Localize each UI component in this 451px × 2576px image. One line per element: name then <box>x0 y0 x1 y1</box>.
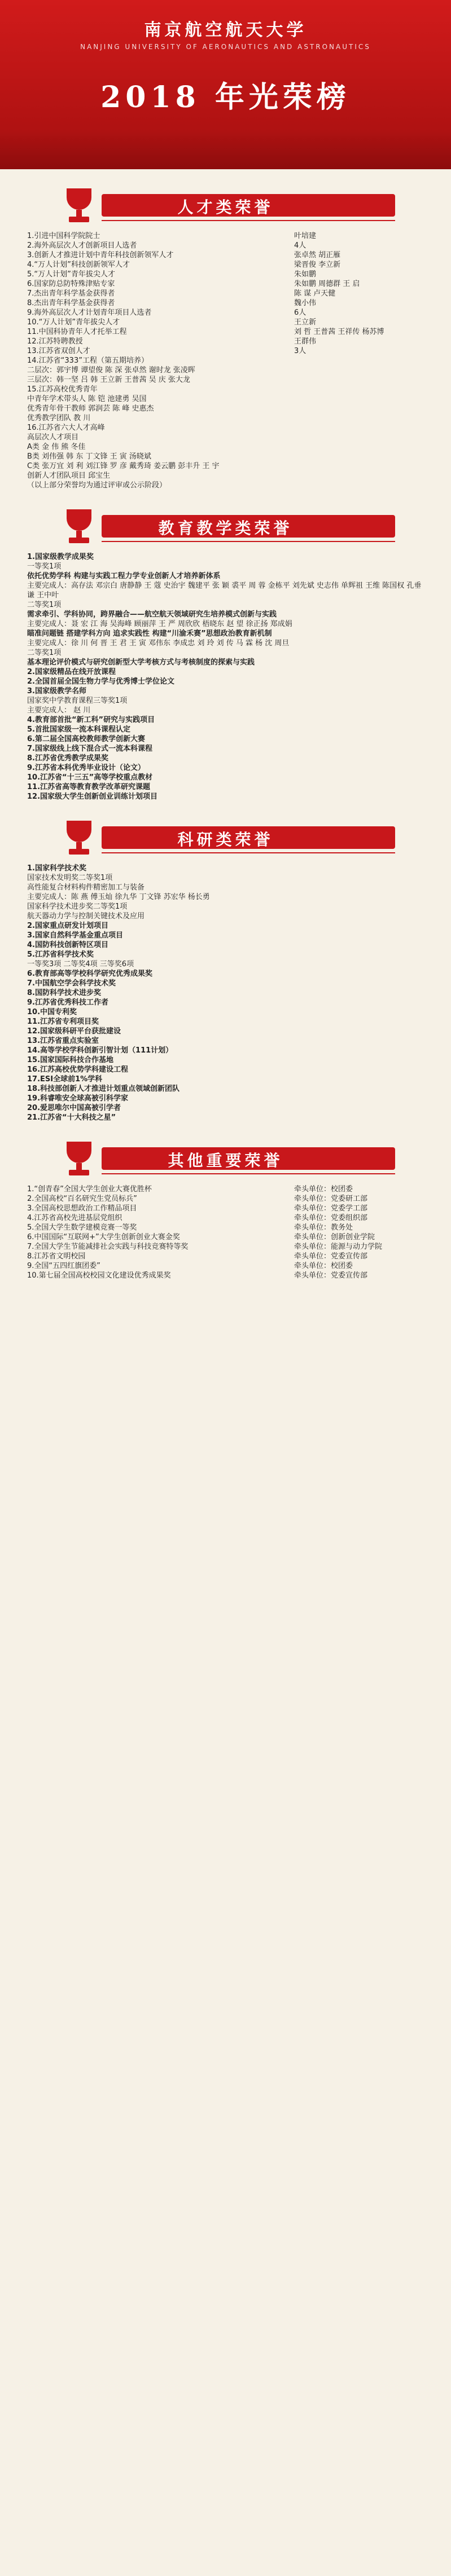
honor-recipient <box>294 452 424 461</box>
honor-line: 7.中国航空学会科学技术奖 <box>27 979 116 988</box>
honor-line: 一等奖1项 <box>27 562 62 571</box>
honor-recipient <box>294 413 424 423</box>
header-banner <box>0 0 451 169</box>
section-header-teaching <box>34 507 418 544</box>
honor-row <box>27 452 424 461</box>
honor-row <box>27 231 424 241</box>
honor-line: 10.江苏省“十三五”高等学校重点教材 <box>27 773 153 782</box>
honor-title: 5.“万人计划”青年拔尖人才 <box>27 270 115 279</box>
section-header-research <box>34 818 418 856</box>
honor-line: 11.江苏省专利项目奖 <box>27 1018 99 1026</box>
honor-line: 7.国家级线上线下混合式一流本科课程 <box>27 745 152 753</box>
honor-row <box>27 260 424 270</box>
honor-row <box>27 1223 424 1232</box>
honor-line: 国家奖中学教育课程三等奖1项 <box>27 697 128 705</box>
honor-recipient <box>294 481 424 490</box>
honor-recipient <box>294 375 424 385</box>
section-title: 其他重要荣誉 <box>168 1151 283 1170</box>
honor-title: 创新人才团队项目 邱宝生 <box>27 472 111 480</box>
honor-line: 1.国家科学技术奖 <box>27 864 86 873</box>
honor-line: 21.江苏省“十大科技之星” <box>27 1113 116 1122</box>
honor-line: 11.江苏省高等教育教学改革研究课题 <box>27 783 151 791</box>
honor-title: 9.全国“五四红旗团委” <box>27 1262 100 1270</box>
honor-line: 12.国家级科研平台获批建设 <box>27 1027 121 1036</box>
honor-row <box>27 1271 424 1280</box>
honor-recipient: 牵头单位：党委研工部 <box>294 1195 368 1203</box>
honor-title: 3.全国高校思想政治工作精品项目 <box>27 1204 137 1213</box>
honor-row <box>27 289 424 298</box>
honor-line: 10.中国专利奖 <box>27 1008 77 1016</box>
honor-row <box>27 241 424 250</box>
honor-line: 19.科睿唯安全球高被引科学家 <box>27 1094 129 1103</box>
honor-recipient: 刘 哲 王普茜 王祥传 杨苏博 <box>294 328 384 336</box>
honor-title: 8.杰出青年科学基金获得者 <box>27 299 115 307</box>
honor-title: 中青年学术带头人 陈 铠 池建勇 吴国 <box>27 395 147 403</box>
honor-recipient: 牵头单位：党委宣传部 <box>294 1271 368 1280</box>
honor-title: 12.江苏特聘教授 <box>27 337 83 346</box>
honor-recipient: 牵头单位：党委学工部 <box>294 1204 368 1213</box>
honor-line: 高性能复合材料构件精密加工与装备 <box>27 883 145 892</box>
honor-line: 瞄准问题链 搭建学科方向 追求实践性 构建“川渝禾赛”思想政治教育新机制 <box>27 629 272 638</box>
school-name: 南京航空航天大学 <box>144 20 307 40</box>
honor-row <box>27 327 424 337</box>
honor-title: 6.国家防总防特殊津贴专家 <box>27 280 115 288</box>
honor-recipient: 6人 <box>294 309 306 317</box>
honor-line: 4.教育部首批“新工科”研究与实践项目 <box>27 716 155 724</box>
honor-row <box>27 346 424 356</box>
research-list <box>0 864 451 1122</box>
section-title: 人才类荣誉 <box>177 198 274 217</box>
honor-line: 主要完成人：高存法 邓宗白 唐静静 王 蔻 史治宇 魏建平 张 颖 裘平 周 蓉 金栋平 刘先斌 史志伟 单辉祖 王维 陈国权 孔垂谦 王中叶 <box>27 582 422 600</box>
honor-title: 11.中国科协青年人才托举工程 <box>27 328 127 336</box>
honor-title: 3.创新人才推进计划中青年科技创新领军人才 <box>27 251 174 259</box>
honor-line: 3.国家自然科学基金重点项目 <box>27 931 123 940</box>
honor-line: 20.爱思唯尔中国高被引学者 <box>27 1104 121 1112</box>
honor-title: 高层次人才项目 <box>27 433 79 442</box>
honor-recipient: 张卓然 胡正雁 <box>294 251 341 259</box>
honor-title: 5.全国大学生数学建模竞赛一等奖 <box>27 1223 137 1232</box>
honor-title: 1.“创青春”全国大学生创业大赛优胜杯 <box>27 1185 152 1194</box>
honor-row <box>27 298 424 308</box>
honor-row <box>27 366 424 375</box>
honor-recipient: 牵头单位：党委宣传部 <box>294 1252 368 1261</box>
honor-line: 依托优势学科 构建与实践工程力学专业创新人才培养新体系 <box>27 572 221 580</box>
honor-row <box>27 318 424 327</box>
teaching-list <box>0 552 451 802</box>
honor-title: 10.第七届全国高校校园文化建设优秀成果奖 <box>27 1271 171 1280</box>
honor-row <box>27 1252 424 1261</box>
honor-row <box>27 423 424 433</box>
honor-line: 航天器动力学与控制关键技术及应用 <box>27 912 145 921</box>
honor-line: 主要完成人：聂 宏 江 海 吴海峰 顾丽萍 王 严 周欣欣 梧晓东 赵 望 徐正扬 郑成娟 <box>27 620 292 628</box>
honor-line: 3.国家级教学名师 <box>27 687 86 695</box>
honor-line: 14.高等学校学科创新引智计划（111计划） <box>27 1046 173 1055</box>
honor-title: 1.引进中国科学院院士 <box>27 232 100 240</box>
honor-recipient: 朱如鹏 <box>294 270 317 279</box>
honor-row <box>27 270 424 279</box>
honor-line: 二等奖1项 <box>27 649 62 657</box>
honor-recipient <box>294 442 424 452</box>
honor-row <box>27 1213 424 1223</box>
honor-line: 13.江苏省重点实验室 <box>27 1037 99 1045</box>
honor-row <box>27 279 424 289</box>
honor-recipient: 牵头单位：校团委 <box>294 1185 353 1194</box>
honor-title: 7.全国大学生节能减排社会实践与科技竞赛特等奖 <box>27 1243 189 1251</box>
honor-title: C类 张万宜 刘 利 刘江锋 罗 彦 戴秀琦 姜云鹏 彭丰升 王 宇 <box>27 462 220 470</box>
honor-recipient <box>294 366 424 375</box>
section-title: 科研类荣誉 <box>177 830 274 849</box>
honor-recipient: 叶培建 <box>294 232 317 240</box>
honor-row <box>27 385 424 394</box>
honor-row <box>27 1261 424 1271</box>
honor-recipient <box>294 433 424 442</box>
honor-recipient <box>294 356 424 366</box>
honor-title: 三层次：韩一坚 吕 韩 王立新 王普茜 吴 庆 张大龙 <box>27 376 190 384</box>
honor-line: 国家技术发明奖二等奖1项 <box>27 874 113 882</box>
school-name-en: NANJING UNIVERSITY OF AERONAUTICS AND ASTRONAUTICS <box>80 43 371 51</box>
honor-row <box>27 1184 424 1194</box>
honor-recipient: 陈 谋 卢天健 <box>294 289 336 298</box>
honor-line: 6.教育部高等学校科学研究优秀成果奖 <box>27 970 152 978</box>
honor-title: 16.江苏省六大人才高峰 <box>27 424 105 432</box>
honor-line: 国家科学技术进步奖二等奖1项 <box>27 902 128 911</box>
honor-line: 主要完成人： 赵 川 <box>27 706 91 715</box>
banner-decoration <box>0 130 451 169</box>
honor-recipient: 王群伟 <box>294 337 317 346</box>
honor-line: 15.国家国际科技合作基地 <box>27 1056 114 1064</box>
honor-line: 5.江苏省科学技术奖 <box>27 950 94 959</box>
honor-line: 2.国家重点研发计划项目 <box>27 922 108 930</box>
honor-line: 2.全国首届全国生物力学与优秀博士学位论文 <box>27 677 174 686</box>
honor-recipient <box>294 394 424 404</box>
honor-title: 14.江苏省“333”工程（第五期培养） <box>27 356 148 365</box>
honor-line: 9.江苏省优秀科技工作者 <box>27 998 108 1007</box>
honor-title: 二层次：郭宇博 谭望俊 陈 深 张卓然 谢时龙 张凌晖 <box>27 366 195 375</box>
honor-recipient: 4人 <box>294 241 306 250</box>
honor-row <box>27 394 424 404</box>
honor-title: 9.海外高层次人才计划青年项目人选者 <box>27 309 152 317</box>
honor-title: 4.江苏省高校先进基层党组织 <box>27 1214 122 1222</box>
honor-line: 二等奖1项 <box>27 601 62 609</box>
honor-recipient <box>294 461 424 471</box>
honor-recipient <box>294 471 424 481</box>
section-header-other <box>34 1139 418 1177</box>
honor-line: 需求牵引、学科协同，跨界融合——航空航天领域研究生培养模式创新与实践 <box>27 610 277 619</box>
honor-row <box>27 413 424 423</box>
honor-recipient: 朱如鹏 周德群 王 启 <box>294 280 360 288</box>
honor-row <box>27 337 424 346</box>
honor-line: 主要完成人：徐 川 何 晋 王 君 王 寅 邓伟东 李成忠 刘 玲 刘 传 马 霖 杨 沈 周旦 <box>27 639 290 648</box>
honor-title: 2.海外高层次人才创新项目人选者 <box>27 241 137 250</box>
honor-line: 6.第二届全国高校教师教学创新大赛 <box>27 735 145 743</box>
honor-recipient <box>294 404 424 413</box>
section-title: 教育教学类荣誉 <box>158 519 293 538</box>
honor-row <box>27 308 424 318</box>
honor-line: 17.ESI全球前1%学科 <box>27 1075 103 1084</box>
honor-row <box>27 461 424 471</box>
honor-row <box>27 1232 424 1242</box>
honor-title: 7.杰出青年科学基金获得者 <box>27 289 115 298</box>
honor-recipient <box>294 385 424 394</box>
honor-row <box>27 404 424 413</box>
honor-recipient: 牵头单位：党委组织部 <box>294 1214 368 1222</box>
honor-title: 13.江苏省双创人才 <box>27 347 90 355</box>
other-list <box>0 1184 451 1280</box>
honor-line: 主要完成人：陈 燕 傅玉灿 徐九华 丁文锋 苏宏华 杨长勇 <box>27 893 210 901</box>
honor-recipient: 牵头单位：教务处 <box>294 1223 353 1232</box>
honor-title: 6.中国国际“互联网+”大学生创新创业大赛金奖 <box>27 1233 180 1241</box>
honor-title: 8.江苏省文明校园 <box>27 1252 86 1261</box>
honor-line: 16.江苏高校优势学科建设工程 <box>27 1065 129 1074</box>
honor-recipient: 3人 <box>294 347 306 355</box>
honor-row <box>27 250 424 260</box>
honor-recipient: 王立新 <box>294 318 317 327</box>
talent-list <box>0 231 451 490</box>
honor-recipient: 牵头单位：创新创业学院 <box>294 1233 375 1241</box>
honor-row <box>27 481 424 490</box>
honor-title: （以上部分荣誉均为通过评审或公示阶段） <box>27 481 167 490</box>
honor-row <box>27 375 424 385</box>
honor-title: A类 金 伟 熊 冬佳 <box>27 443 86 451</box>
honor-row <box>27 1204 424 1213</box>
honor-row <box>27 442 424 452</box>
honor-row <box>27 356 424 366</box>
honor-line: 2.国家级精品在线开放课程 <box>27 668 116 676</box>
honor-row <box>27 1242 424 1252</box>
honor-recipient: 牵头单位：校团委 <box>294 1262 353 1270</box>
honor-line: 18.科技部创新人才推进计划重点领域创新团队 <box>27 1085 180 1093</box>
honor-recipient: 梁晋俊 李立新 <box>294 261 341 269</box>
honor-recipient <box>294 423 424 433</box>
honor-recipient: 牵头单位：能源与动力学院 <box>294 1243 383 1251</box>
honor-line: 12.国家级大学生创新创业训练计划项目 <box>27 792 158 801</box>
honor-title: 15.江苏高校优秀青年 <box>27 385 98 394</box>
honor-title: 4.“万人计划”科技创新领军人才 <box>27 261 130 269</box>
honor-line: 1.国家级教学成果奖 <box>27 553 94 561</box>
honor-title: 优秀青年骨干教师 郭润芸 陈 峰 史惠杰 <box>27 404 154 413</box>
footer-spacer <box>0 1280 451 1314</box>
honor-title: B类 刘伟强 韩 东 丁文锋 王 寅 汤晓斌 <box>27 452 151 461</box>
honor-line: 基本理论评价模式与研究创新型大学考核方式与考核制度的探索与实践 <box>27 658 255 667</box>
honor-line: 一等奖3项 二等奖4项 三等奖6项 <box>27 960 134 968</box>
honor-line: 8.国防科学技术进步奖 <box>27 989 101 997</box>
honor-title: 10.“万人计划”青年拔尖人才 <box>27 318 120 327</box>
honor-line: 8.江苏省优秀教学成果奖 <box>27 754 108 763</box>
honor-title: 优秀教学团队 教 川 <box>27 414 91 422</box>
honor-line: 4.国防科技创新特区项目 <box>27 941 108 949</box>
honor-line: 5.首批国家级一流本科课程认定 <box>27 725 130 734</box>
honor-row <box>27 433 424 442</box>
honor-line: 9.江苏省本科优秀毕业设计（论文） <box>27 764 145 772</box>
honor-row <box>27 471 424 481</box>
honor-title: 2.全国高校“百名研究生党员标兵” <box>27 1195 137 1203</box>
honor-row <box>27 1194 424 1204</box>
section-header-talent <box>34 186 418 223</box>
page-title: 2018 年光荣榜 <box>100 80 351 115</box>
honor-recipient: 魏小伟 <box>294 299 317 307</box>
